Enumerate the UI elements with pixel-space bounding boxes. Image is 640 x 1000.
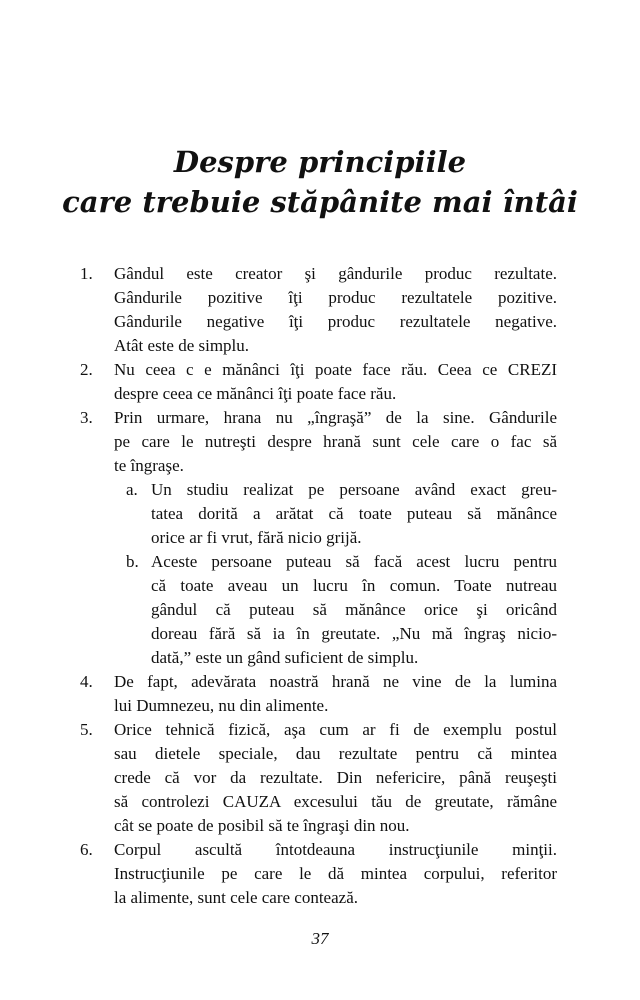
list-item-2 <box>76 358 557 406</box>
list-item-number: 3. <box>80 408 93 427</box>
sub-item-b <box>114 550 557 670</box>
text-line: despre ceea ce mănânci îţi poate face rău. <box>114 384 397 403</box>
text-line: crede că vor da rezultate. Din nefericire, până reuşeşti <box>114 768 557 787</box>
list-item-number: 1. <box>80 264 93 283</box>
chapter-title <box>0 142 640 222</box>
list-item-3-subitems <box>76 478 557 670</box>
chapter-title-line-1: Despre principiile <box>173 145 467 179</box>
text-line: la alimente, sunt cele care contează. <box>114 888 358 907</box>
text-line: te îngraşe. <box>114 456 184 475</box>
list-item-number: 5. <box>80 720 93 739</box>
list-item-number: 4. <box>80 672 93 691</box>
list-item-5 <box>76 718 557 838</box>
text-line: pe care le nutreşti despre hrană sunt cele care o fac să <box>114 432 557 451</box>
text-line: Gândurile negative îţi produc rezultatele negative. <box>114 312 557 331</box>
text-line: Orice tehnică fizică, aşa cum ar fi de exemplu postul <box>114 720 557 739</box>
text-line: Un studiu realizat pe persoane având exact greu- <box>151 480 557 499</box>
text-line: Gândul este creator şi gândurile produc rezultate. <box>114 264 557 283</box>
chapter-title-line-2: care trebuie stăpânite mai întâi <box>62 185 578 219</box>
text-line: Instrucţiunile pe care le dă mintea corpului, referitor <box>114 864 557 883</box>
sub-item-letter: b. <box>126 552 139 571</box>
text-line: Atât este de simplu. <box>114 336 250 355</box>
text-line: tatea dorită a arătat că toate puteau să mănânce <box>151 504 557 523</box>
text-line: Gândurile pozitive îţi produc rezultatele pozitive. <box>114 288 557 307</box>
text-line: doreau fără să ia în greutate. „Nu mă îngraş nicio- <box>151 624 557 643</box>
list-item-3 <box>76 406 557 478</box>
text-line: Nu ceea c e mănânci îţi poate face rău. Ceea ce CREZI <box>114 360 557 379</box>
sub-item-letter: a. <box>126 480 138 499</box>
sub-item-a <box>114 478 557 550</box>
text-line: că toate aveau un lucru în comun. Toate nutreau <box>151 576 557 595</box>
text-line: Prin urmare, hrana nu „îngraşă” de la sine. Gândurile <box>114 408 557 427</box>
text-line: gândul că puteau să mănânce orice şi oricând <box>151 600 557 619</box>
text-line: orice ar fi vrut, fără nicio grijă. <box>151 528 362 547</box>
text-line: De fapt, adevărata noastră hrană ne vine de la lumina <box>114 672 557 691</box>
numbered-list <box>76 262 557 910</box>
text-line: Corpul ascultă întotdeauna instrucţiunile minţii. <box>114 840 557 859</box>
list-item-number: 2. <box>80 360 93 379</box>
text-line: cât se poate de posibil să te îngraşi din nou. <box>114 816 410 835</box>
text-line: sau dietele speciale, dau rezultate pentru că mintea <box>114 744 557 763</box>
text-line: lui Dumnezeu, nu din alimente. <box>114 696 329 715</box>
list-item-number: 6. <box>80 840 93 859</box>
list-item-6 <box>76 838 557 910</box>
text-line: să controlezi CAUZA excesului tău de greutate, rămâne <box>114 792 557 811</box>
text-line: Aceste persoane puteau să facă acest lucru pentru <box>151 552 557 571</box>
list-item-4 <box>76 670 557 718</box>
page-number: 37 <box>311 929 329 948</box>
text-line: dată,” este un gând suficient de simplu. <box>151 648 419 667</box>
list-item-1 <box>76 262 557 358</box>
